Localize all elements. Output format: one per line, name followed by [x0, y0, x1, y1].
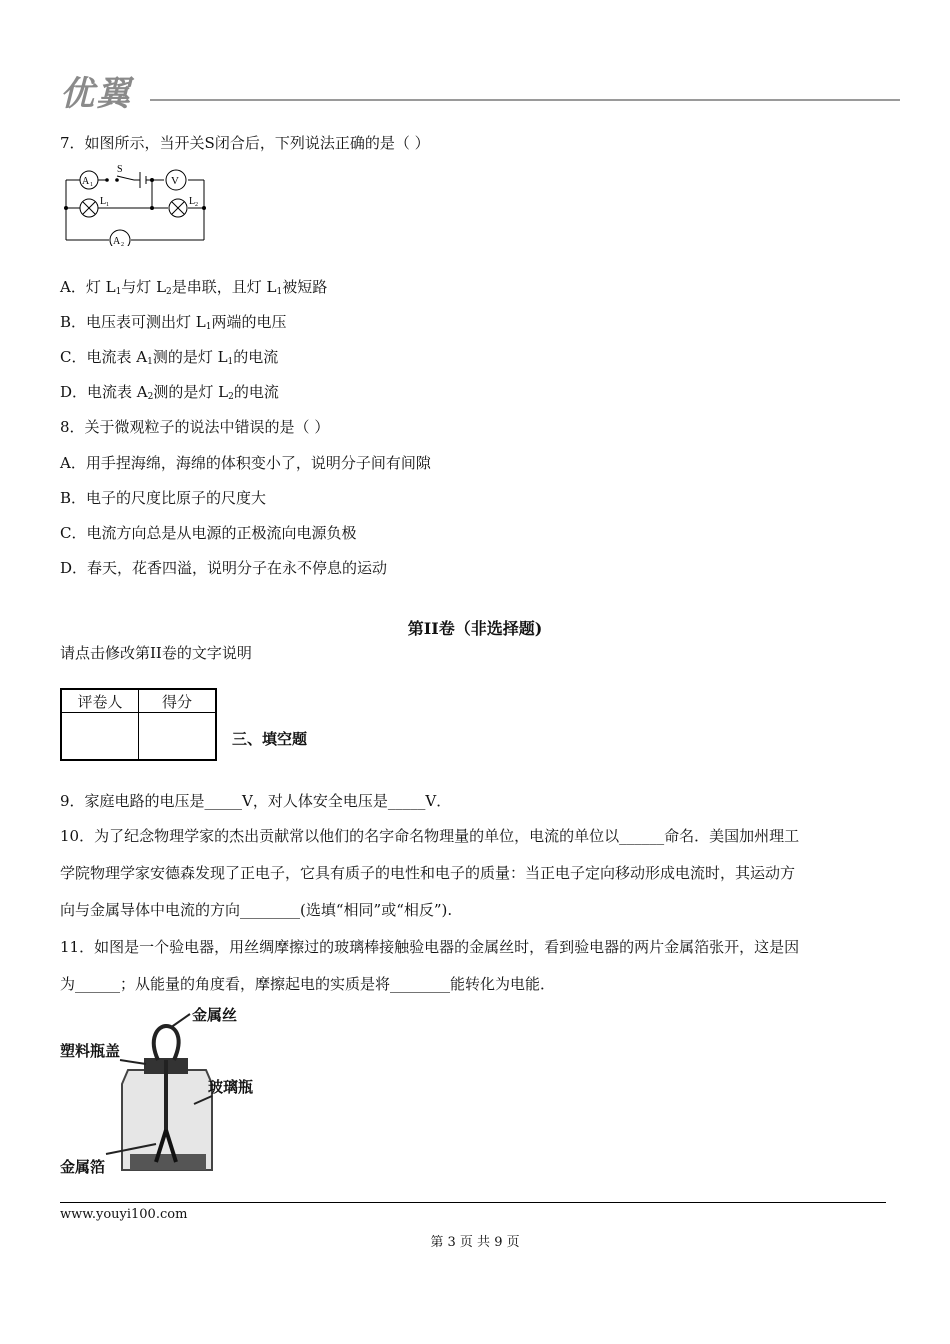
q10-line-3: 向与金属导体中电流的方向________(选填“相同”或“相反”).: [60, 901, 453, 919]
ammeter-a1-label: A: [82, 176, 90, 187]
footer-rule: [60, 1202, 886, 1203]
q9-text: 9．家庭电路的电压是_____V，对人体安全电压是_____V．: [60, 792, 452, 810]
footer-url: www.youyi100.com: [60, 1207, 188, 1222]
ammeter-a1-sub: 1: [90, 182, 93, 188]
header-rule: [150, 99, 900, 101]
section-2-title: 第II卷（非选择题): [407, 619, 543, 638]
section-2-note: 请点击修改第II卷的文字说明: [60, 644, 252, 662]
q7-option-a: A．灯 $L_1$与灯 $L_2$是串联，且灯 $L_1$被短路: [60, 278, 328, 297]
label-glass-bottle: 玻璃瓶: [208, 1078, 254, 1096]
score-cell: [139, 713, 217, 761]
electroscope-figure: [60, 1004, 270, 1180]
q10-line-1: 10．为了纪念物理学家的杰出贡献常以他们的名字命名物理量的单位，电流的单位以______命名．美国加州理工: [60, 827, 800, 845]
q11-line-2: 为______；从能量的角度看，摩擦起电的实质是将________能转化为电能．: [60, 975, 556, 993]
label-metal-wire: 金属丝: [192, 1006, 238, 1024]
label-metal-foil: 金属箔: [60, 1158, 106, 1176]
q8-option-b: B．电子的尺度比原子的尺度大: [60, 489, 267, 507]
lamp-l2-label: L: [189, 196, 196, 207]
lamp-l1-label: L: [100, 196, 107, 207]
score-header: 得分: [139, 689, 217, 713]
ammeter-a2-sub: 2: [121, 242, 124, 246]
fill-in-section-title: 三、填空题: [232, 730, 308, 748]
q8-option-d: D．春天，花香四溢，说明分子在永不停息的运动: [60, 559, 388, 577]
q10-line-2: 学院物理学家安德森发现了正电子，它具有质子的电性和电子的质量：当正电子定向移动形成电流时，其运动方: [60, 864, 796, 882]
label-plastic-cap: 塑料瓶盖: [60, 1042, 121, 1060]
q7-option-b: B．电压表可测出灯 $L_1$两端的电压: [60, 313, 287, 332]
grader-header: 评卷人: [61, 689, 139, 713]
grade-table: [60, 688, 217, 761]
q7-stem: 7．如图所示，当开关S闭合后，下列说法正确的是（ ）: [60, 134, 430, 152]
q7-circuit-diagram: [62, 160, 212, 246]
voltmeter-v-label: V: [171, 175, 179, 187]
switch-s-label: S: [117, 164, 123, 175]
q8-stem: 8．关于微观粒子的说法中错误的是（ ）: [60, 418, 330, 436]
q11-line-1: 11．如图是一个验电器，用丝绸摩擦过的玻璃棒接触验电器的金属丝时，看到验电器的两片金属箔张开，这是因: [60, 938, 800, 956]
q8-option-c: C．电流方向总是从电源的正极流向电源负极: [60, 524, 357, 542]
footer-page-number: 第 3 页 共 9 页: [430, 1235, 520, 1250]
lamp-l2-sub: 2: [195, 202, 198, 208]
q7-option-d: D．电流表 $A_2$测的是灯 $L_2$的电流: [60, 383, 279, 402]
lamp-l1-sub: 1: [106, 202, 109, 208]
ammeter-a2-label: A: [113, 236, 121, 246]
q8-option-a: A．用手捏海绵，海绵的体积变小了，说明分子间有间隙: [60, 454, 431, 472]
header-logo: 优翼: [60, 74, 132, 114]
grader-cell: [61, 713, 139, 761]
q7-option-c: C．电流表 $A_1$测的是灯 $L_1$的电流: [60, 348, 279, 367]
